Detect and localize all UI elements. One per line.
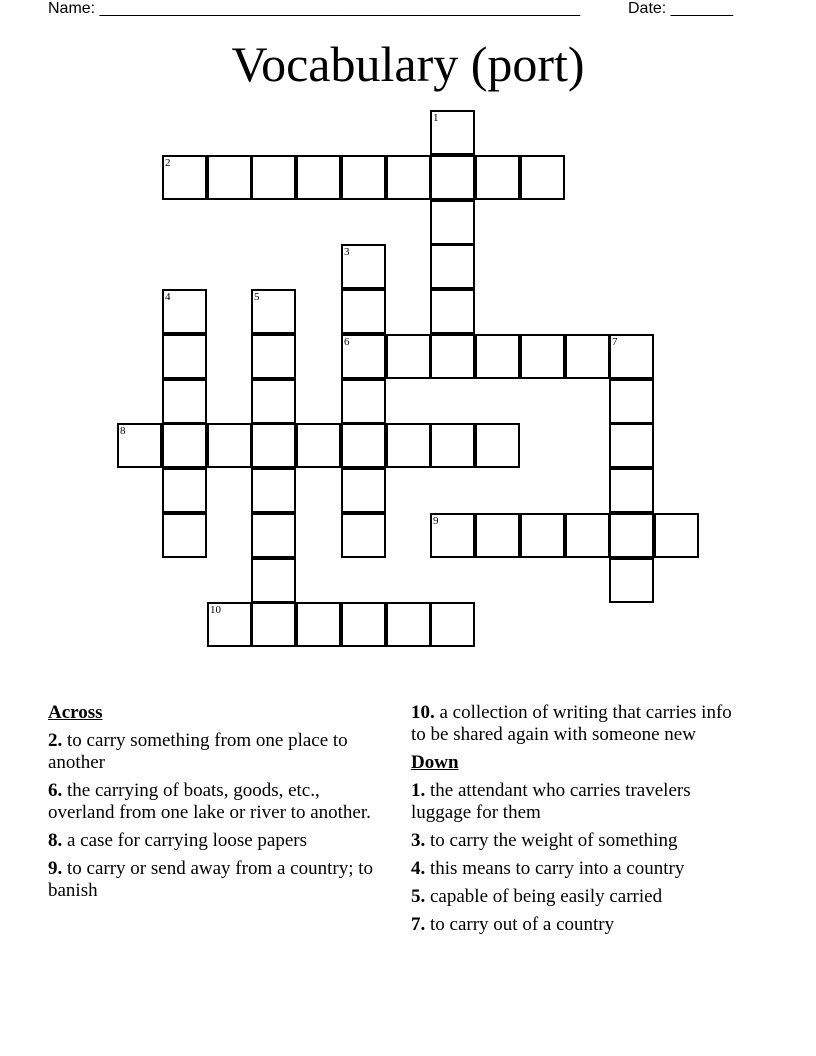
grid-cell[interactable] — [341, 468, 386, 513]
grid-cell[interactable] — [386, 334, 431, 379]
grid-cell[interactable] — [520, 334, 565, 379]
grid-cell[interactable] — [162, 155, 207, 200]
grid-cell[interactable] — [386, 602, 431, 647]
grid-cell[interactable] — [251, 468, 296, 513]
grid-cell[interactable] — [475, 155, 520, 200]
grid-cell[interactable] — [207, 423, 252, 468]
name-field-label[interactable]: Name: ______________________________________________________ — [48, 0, 581, 17]
clue-number: 10. — [411, 702, 435, 723]
clue-across-9 — [48, 858, 388, 902]
grid-cell[interactable] — [609, 468, 654, 513]
grid-cell[interactable] — [162, 289, 207, 334]
clue-number: 3. — [411, 830, 426, 851]
cell-number: 9 — [433, 515, 439, 527]
grid-cell[interactable] — [475, 513, 520, 558]
clue-text: the carrying of boats, goods, etc., overland from one lake or river to another. — [48, 780, 371, 823]
grid-cell[interactable] — [296, 423, 341, 468]
grid-cell[interactable] — [162, 423, 207, 468]
grid-cell[interactable] — [207, 602, 252, 647]
cell-number: 2 — [165, 157, 171, 169]
grid-cell[interactable] — [162, 379, 207, 424]
clue-number: 4. — [411, 858, 426, 879]
grid-cell[interactable] — [162, 334, 207, 379]
grid-cell[interactable] — [117, 423, 162, 468]
clue-text: to carry the weight of something — [430, 830, 678, 851]
clue-number: 1. — [411, 780, 426, 801]
clue-across-8 — [48, 830, 388, 852]
grid-cell[interactable] — [341, 602, 386, 647]
grid-cell[interactable] — [565, 334, 610, 379]
grid-cell[interactable] — [341, 244, 386, 289]
grid-cell[interactable] — [296, 602, 341, 647]
grid-cell[interactable] — [341, 423, 386, 468]
clue-across-10 — [411, 702, 751, 746]
grid-cell[interactable] — [654, 513, 699, 558]
clue-number: 8. — [48, 830, 63, 851]
clue-number: 9. — [48, 858, 63, 879]
clue-number: 5. — [411, 886, 426, 907]
grid-cell[interactable] — [475, 334, 520, 379]
cell-number: 7 — [612, 336, 618, 348]
grid-cell[interactable] — [251, 558, 296, 603]
clue-text: to carry out of a country — [430, 914, 615, 935]
grid-cell[interactable] — [430, 602, 475, 647]
grid-cell[interactable] — [475, 423, 520, 468]
across-heading: Across — [48, 702, 103, 723]
grid-cell[interactable] — [296, 155, 341, 200]
clue-text: to carry something from one place to another — [48, 730, 348, 773]
cell-number: 5 — [254, 291, 260, 303]
clue-text: a case for carrying loose papers — [67, 830, 308, 851]
grid-cell[interactable] — [341, 513, 386, 558]
cell-number: 3 — [344, 246, 350, 258]
clue-down-1 — [411, 780, 751, 824]
grid-cell[interactable] — [251, 379, 296, 424]
grid-cell[interactable] — [207, 155, 252, 200]
grid-cell[interactable] — [162, 513, 207, 558]
grid-cell[interactable] — [386, 155, 431, 200]
grid-cell[interactable] — [251, 289, 296, 334]
clue-text: capable of being easily carried — [430, 886, 663, 907]
clues-right-column — [411, 702, 751, 942]
grid-cell[interactable] — [609, 558, 654, 603]
clue-text: the attendant who carries travelers luggage for them — [411, 780, 691, 823]
grid-cell[interactable] — [341, 379, 386, 424]
grid-cell[interactable] — [251, 334, 296, 379]
grid-cell[interactable] — [341, 289, 386, 334]
clues-left-column — [48, 702, 388, 908]
grid-cell[interactable] — [251, 155, 296, 200]
page-title: Vocabulary (port) — [231, 36, 585, 92]
clue-text: this means to carry into a country — [430, 858, 685, 879]
cell-number: 6 — [344, 336, 350, 348]
grid-cell[interactable] — [609, 423, 654, 468]
cell-number: 4 — [165, 291, 171, 303]
grid-cell[interactable] — [386, 423, 431, 468]
clue-across-6 — [48, 780, 388, 824]
grid-cell[interactable] — [430, 513, 475, 558]
clue-number: 7. — [411, 914, 426, 935]
grid-cell[interactable] — [430, 244, 475, 289]
grid-cell[interactable] — [251, 423, 296, 468]
grid-cell[interactable] — [430, 289, 475, 334]
down-heading: Down — [411, 752, 459, 773]
grid-cell[interactable] — [341, 155, 386, 200]
clue-number: 2. — [48, 730, 63, 751]
grid-cell[interactable] — [430, 155, 475, 200]
clue-text: a collection of writing that carries info to be shared again with someone new — [411, 702, 732, 745]
clue-across-2 — [48, 730, 388, 774]
grid-cell[interactable] — [520, 155, 565, 200]
cell-number: 8 — [120, 425, 126, 437]
clue-text: to carry or send away from a country; to banish — [48, 858, 374, 901]
grid-cell[interactable] — [520, 513, 565, 558]
clue-down-3 — [411, 830, 751, 852]
clue-down-7 — [411, 914, 751, 936]
cell-number: 10 — [210, 604, 221, 616]
grid-cell[interactable] — [251, 602, 296, 647]
cell-number: 1 — [433, 112, 439, 124]
grid-cell[interactable] — [251, 513, 296, 558]
grid-cell[interactable] — [162, 468, 207, 513]
grid-cell[interactable] — [609, 334, 654, 379]
clue-number: 6. — [48, 780, 63, 801]
grid-cell[interactable] — [609, 513, 654, 558]
date-field-label[interactable]: Date: _______ — [628, 0, 733, 17]
grid-cell[interactable] — [609, 379, 654, 424]
grid-cell[interactable] — [565, 513, 610, 558]
grid-cell[interactable] — [430, 110, 475, 155]
clue-down-4 — [411, 858, 751, 880]
grid-cell[interactable] — [341, 334, 386, 379]
clue-down-5 — [411, 886, 751, 908]
grid-cell[interactable] — [430, 334, 475, 379]
grid-cell[interactable] — [430, 200, 475, 245]
grid-cell[interactable] — [430, 423, 475, 468]
